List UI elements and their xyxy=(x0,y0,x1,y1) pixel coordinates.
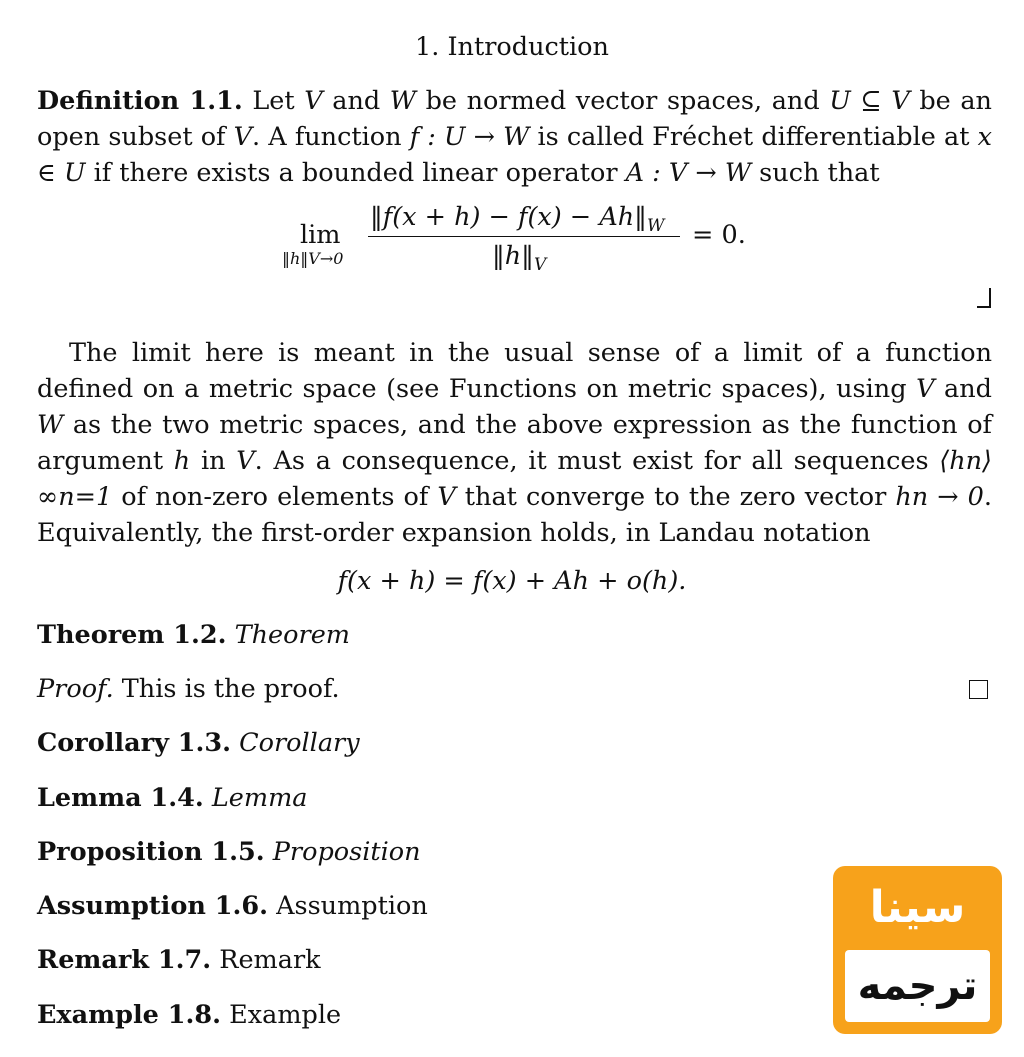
math-W: W xyxy=(389,86,417,116)
sequence-notation: ⟨hn⟩∞n=1 xyxy=(37,446,993,512)
definition-text: be an open subset of xyxy=(37,86,992,152)
remark-block xyxy=(37,945,321,975)
corollary-label: Corollary 1.3. xyxy=(37,728,232,758)
definition-end-mark xyxy=(977,288,991,308)
math-V: V xyxy=(304,86,323,116)
example-label: Example 1.8. xyxy=(37,1000,222,1030)
fraction-bar xyxy=(368,236,680,237)
proof-body: This is the proof. xyxy=(121,674,340,704)
definition-text: Let xyxy=(252,86,305,116)
assumption-block xyxy=(37,891,428,921)
proof-label: Proof. xyxy=(37,674,114,704)
proposition-body: Proposition xyxy=(272,837,421,867)
proposition-block xyxy=(37,837,421,867)
math-U-subset-V: U ⊆ V xyxy=(829,86,910,116)
math-x-in-U: x ∈ U xyxy=(37,122,992,188)
equals-zero: = 0. xyxy=(692,220,746,250)
proposition-label: Proposition 1.5. xyxy=(37,837,265,867)
lemma-block xyxy=(37,783,307,813)
fraction-numerator: ‖f(x + $h) - f(x) - Ah‖_W$ xyxy=(370,202,665,236)
definition-text: is called Fréchet differentiable at xyxy=(529,122,978,152)
definition-label: Definition 1.1. xyxy=(37,86,243,116)
corollary-body: Corollary xyxy=(239,728,360,758)
example-block xyxy=(37,1000,341,1030)
theorem-label: Theorem 1.2. xyxy=(37,620,227,650)
theorem-block xyxy=(37,620,350,650)
proof-block xyxy=(37,674,340,704)
logo-bottom-text: ترجمه xyxy=(845,950,990,1022)
definition-text: be normed vector spaces, and xyxy=(416,86,830,116)
lemma-label: Lemma 1.4. xyxy=(37,783,204,813)
limit-formula xyxy=(280,200,780,280)
lim-operator: lim xyxy=(300,220,341,250)
math-A-map: A : V → W xyxy=(625,158,752,188)
math-V: V xyxy=(233,122,253,152)
math-f-map: f : U → W xyxy=(409,122,530,152)
definition-text: . A function xyxy=(252,122,410,152)
section-title: 1. Introduction xyxy=(415,32,609,62)
explanation-paragraph: The limit here is meant in the usual sense of a limit of a function defined on a metric space (see Functions on metric spaces), using V and W as the two metric spaces, and the above expression as the function of argument h in V. As a consequence, it must exist for all sequences ⟨hn⟩∞n=1 of non-zero elements of V that converge to the zero vector hn → 0. Equivalently, the first-order expansion holds, in Landau notation xyxy=(37,338,993,548)
definition-text: if there exists a bounded linear operator xyxy=(85,158,626,188)
definition-text: such that xyxy=(751,158,880,188)
definition-paragraph xyxy=(37,83,992,191)
definition-text: and xyxy=(322,86,390,116)
assumption-body: Assumption xyxy=(276,891,428,921)
qed-box xyxy=(969,680,988,699)
expansion-formula: f(x + h) = f(x) + Ah + o(h). xyxy=(337,566,687,596)
lim-subscript: ‖h‖V→0 xyxy=(282,249,344,268)
remark-body: Remark xyxy=(219,945,321,975)
example-body: Example xyxy=(229,1000,342,1030)
lemma-body: Lemma xyxy=(211,783,308,813)
sina-tarjomeh-logo xyxy=(833,866,1002,1034)
assumption-label: Assumption 1.6. xyxy=(37,891,268,921)
theorem-body: Theorem xyxy=(234,620,350,650)
corollary-block xyxy=(37,728,360,758)
remark-label: Remark 1.7. xyxy=(37,945,212,975)
logo-top-text: سینا xyxy=(869,882,966,933)
fraction-denominator: $‖h‖_V$ xyxy=(492,241,547,275)
